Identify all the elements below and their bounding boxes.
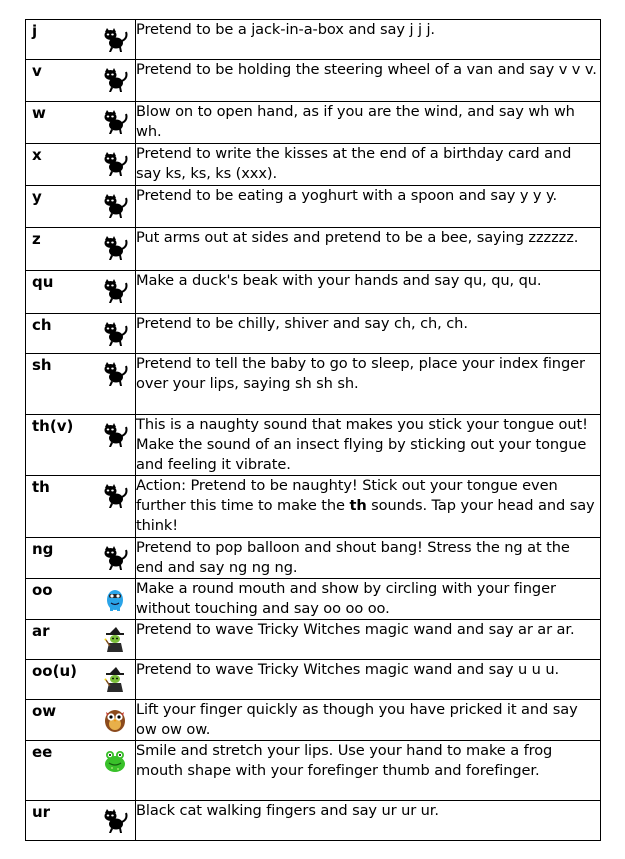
action-text: This is a naughty sound that makes you stick your tongue out! Make the sound of an insect flying by sticking out your tongue and feeling it vibrate.	[136, 415, 601, 476]
action-text: Put arms out at sides and pretend to be a bee, saying zzzzzz.	[136, 228, 601, 271]
action-text: Blow on to open hand, as if you are the wind, and say wh wh wh.	[136, 102, 601, 144]
black-cat-icon	[101, 421, 129, 449]
black-cat-icon	[101, 544, 129, 572]
sound-cell	[26, 741, 136, 801]
sound-label: oo	[32, 581, 53, 599]
black-cat-icon	[101, 108, 129, 136]
sound-cell	[26, 579, 136, 620]
black-cat-icon	[101, 234, 129, 262]
sound-label: ee	[32, 743, 53, 761]
sound-cell	[26, 415, 136, 476]
sound-label: z	[32, 230, 41, 248]
action-text: Black cat walking fingers and say ur ur ur.	[136, 801, 601, 841]
action-text: Lift your finger quickly as though you have pricked it and say ow ow ow.	[136, 700, 601, 741]
black-cat-icon	[101, 807, 129, 835]
table-row	[26, 102, 601, 144]
sound-cell	[26, 538, 136, 579]
action-text	[136, 476, 601, 538]
table-row	[26, 660, 601, 700]
sound-label: j	[32, 22, 38, 40]
table-row	[26, 186, 601, 228]
action-text: Pretend to be eating a yoghurt with a spoon and say y y y.	[136, 186, 601, 228]
black-cat-icon	[101, 320, 129, 348]
action-text: Pretend to pop balloon and shout bang! Stress the ng at the end and say ng ng ng.	[136, 538, 601, 579]
action-text: Pretend to wave Tricky Witches magic wand and say u u u.	[136, 660, 601, 700]
owl-icon	[101, 706, 129, 734]
table-row	[26, 476, 601, 538]
action-text-end: sounds. Tap your head and say think!	[136, 497, 595, 534]
sound-cell	[26, 20, 136, 60]
table-row	[26, 620, 601, 660]
sound-label: th(v)	[32, 417, 74, 435]
action-text: Pretend to be chilly, shiver and say ch, ch, ch.	[136, 314, 601, 354]
sound-cell	[26, 660, 136, 700]
table-row	[26, 271, 601, 314]
action-text: Pretend to write the kisses at the end of a birthday card and say ks, ks, ks (xxx).	[136, 144, 601, 186]
sound-cell	[26, 228, 136, 271]
table-row	[26, 60, 601, 102]
sound-cell	[26, 102, 136, 144]
sound-label: ng	[32, 540, 54, 558]
sound-cell	[26, 60, 136, 102]
sound-cell	[26, 476, 136, 538]
action-text: Make a duck's beak with your hands and say qu, qu, qu.	[136, 271, 601, 314]
sound-label: y	[32, 188, 42, 206]
table-row	[26, 538, 601, 579]
black-cat-icon	[101, 277, 129, 305]
action-text: Smile and stretch your lips. Use your hand to make a frog mouth shape with your forefinger thumb and forefinger.	[136, 741, 601, 801]
table-row	[26, 314, 601, 354]
blue-monster-icon	[101, 585, 129, 613]
sound-cell	[26, 186, 136, 228]
sound-cell	[26, 354, 136, 415]
table-row	[26, 741, 601, 801]
table-row	[26, 700, 601, 741]
sound-label: w	[32, 104, 46, 122]
black-cat-icon	[101, 360, 129, 388]
phonics-table-body	[26, 20, 601, 841]
sound-label: ch	[32, 316, 52, 334]
black-cat-icon	[101, 150, 129, 178]
sound-label: qu	[32, 273, 54, 291]
action-text: Pretend to be a jack-in-a-box and say j j j.	[136, 20, 601, 60]
action-text-bold: th	[349, 497, 367, 514]
tricky-witch-icon	[101, 666, 129, 694]
action-text: Pretend to tell the baby to go to sleep, place your index finger over your lips, saying sh sh sh.	[136, 354, 601, 415]
sound-cell	[26, 271, 136, 314]
sound-label: th	[32, 478, 50, 496]
table-row	[26, 20, 601, 60]
sound-cell	[26, 620, 136, 660]
sound-label: oo(u)	[32, 662, 77, 680]
black-cat-icon	[101, 192, 129, 220]
sound-label: ar	[32, 622, 50, 640]
table-row	[26, 228, 601, 271]
frog-icon	[101, 747, 129, 775]
sound-cell	[26, 314, 136, 354]
table-row	[26, 415, 601, 476]
table-row	[26, 354, 601, 415]
action-text: Pretend to be holding the steering wheel of a van and say v v v.	[136, 60, 601, 102]
sound-label: sh	[32, 356, 52, 374]
phonics-table	[25, 19, 601, 841]
sound-cell	[26, 144, 136, 186]
tricky-witch-icon	[101, 626, 129, 654]
sound-label: x	[32, 146, 42, 164]
black-cat-icon	[101, 26, 129, 54]
black-cat-icon	[101, 482, 129, 510]
table-row	[26, 801, 601, 841]
table-row	[26, 144, 601, 186]
sound-label: ur	[32, 803, 51, 821]
action-text-start: Action: Pretend to be naughty! Stick out your tongue even further this time to make the	[136, 477, 558, 514]
table-row	[26, 579, 601, 620]
sound-label: v	[32, 62, 42, 80]
sound-cell	[26, 700, 136, 741]
sound-cell	[26, 801, 136, 841]
black-cat-icon	[101, 66, 129, 94]
action-text: Pretend to wave Tricky Witches magic wand and say ar ar ar.	[136, 620, 601, 660]
sound-label: ow	[32, 702, 57, 720]
action-text: Make a round mouth and show by circling with your finger without touching and say oo oo oo.	[136, 579, 601, 620]
